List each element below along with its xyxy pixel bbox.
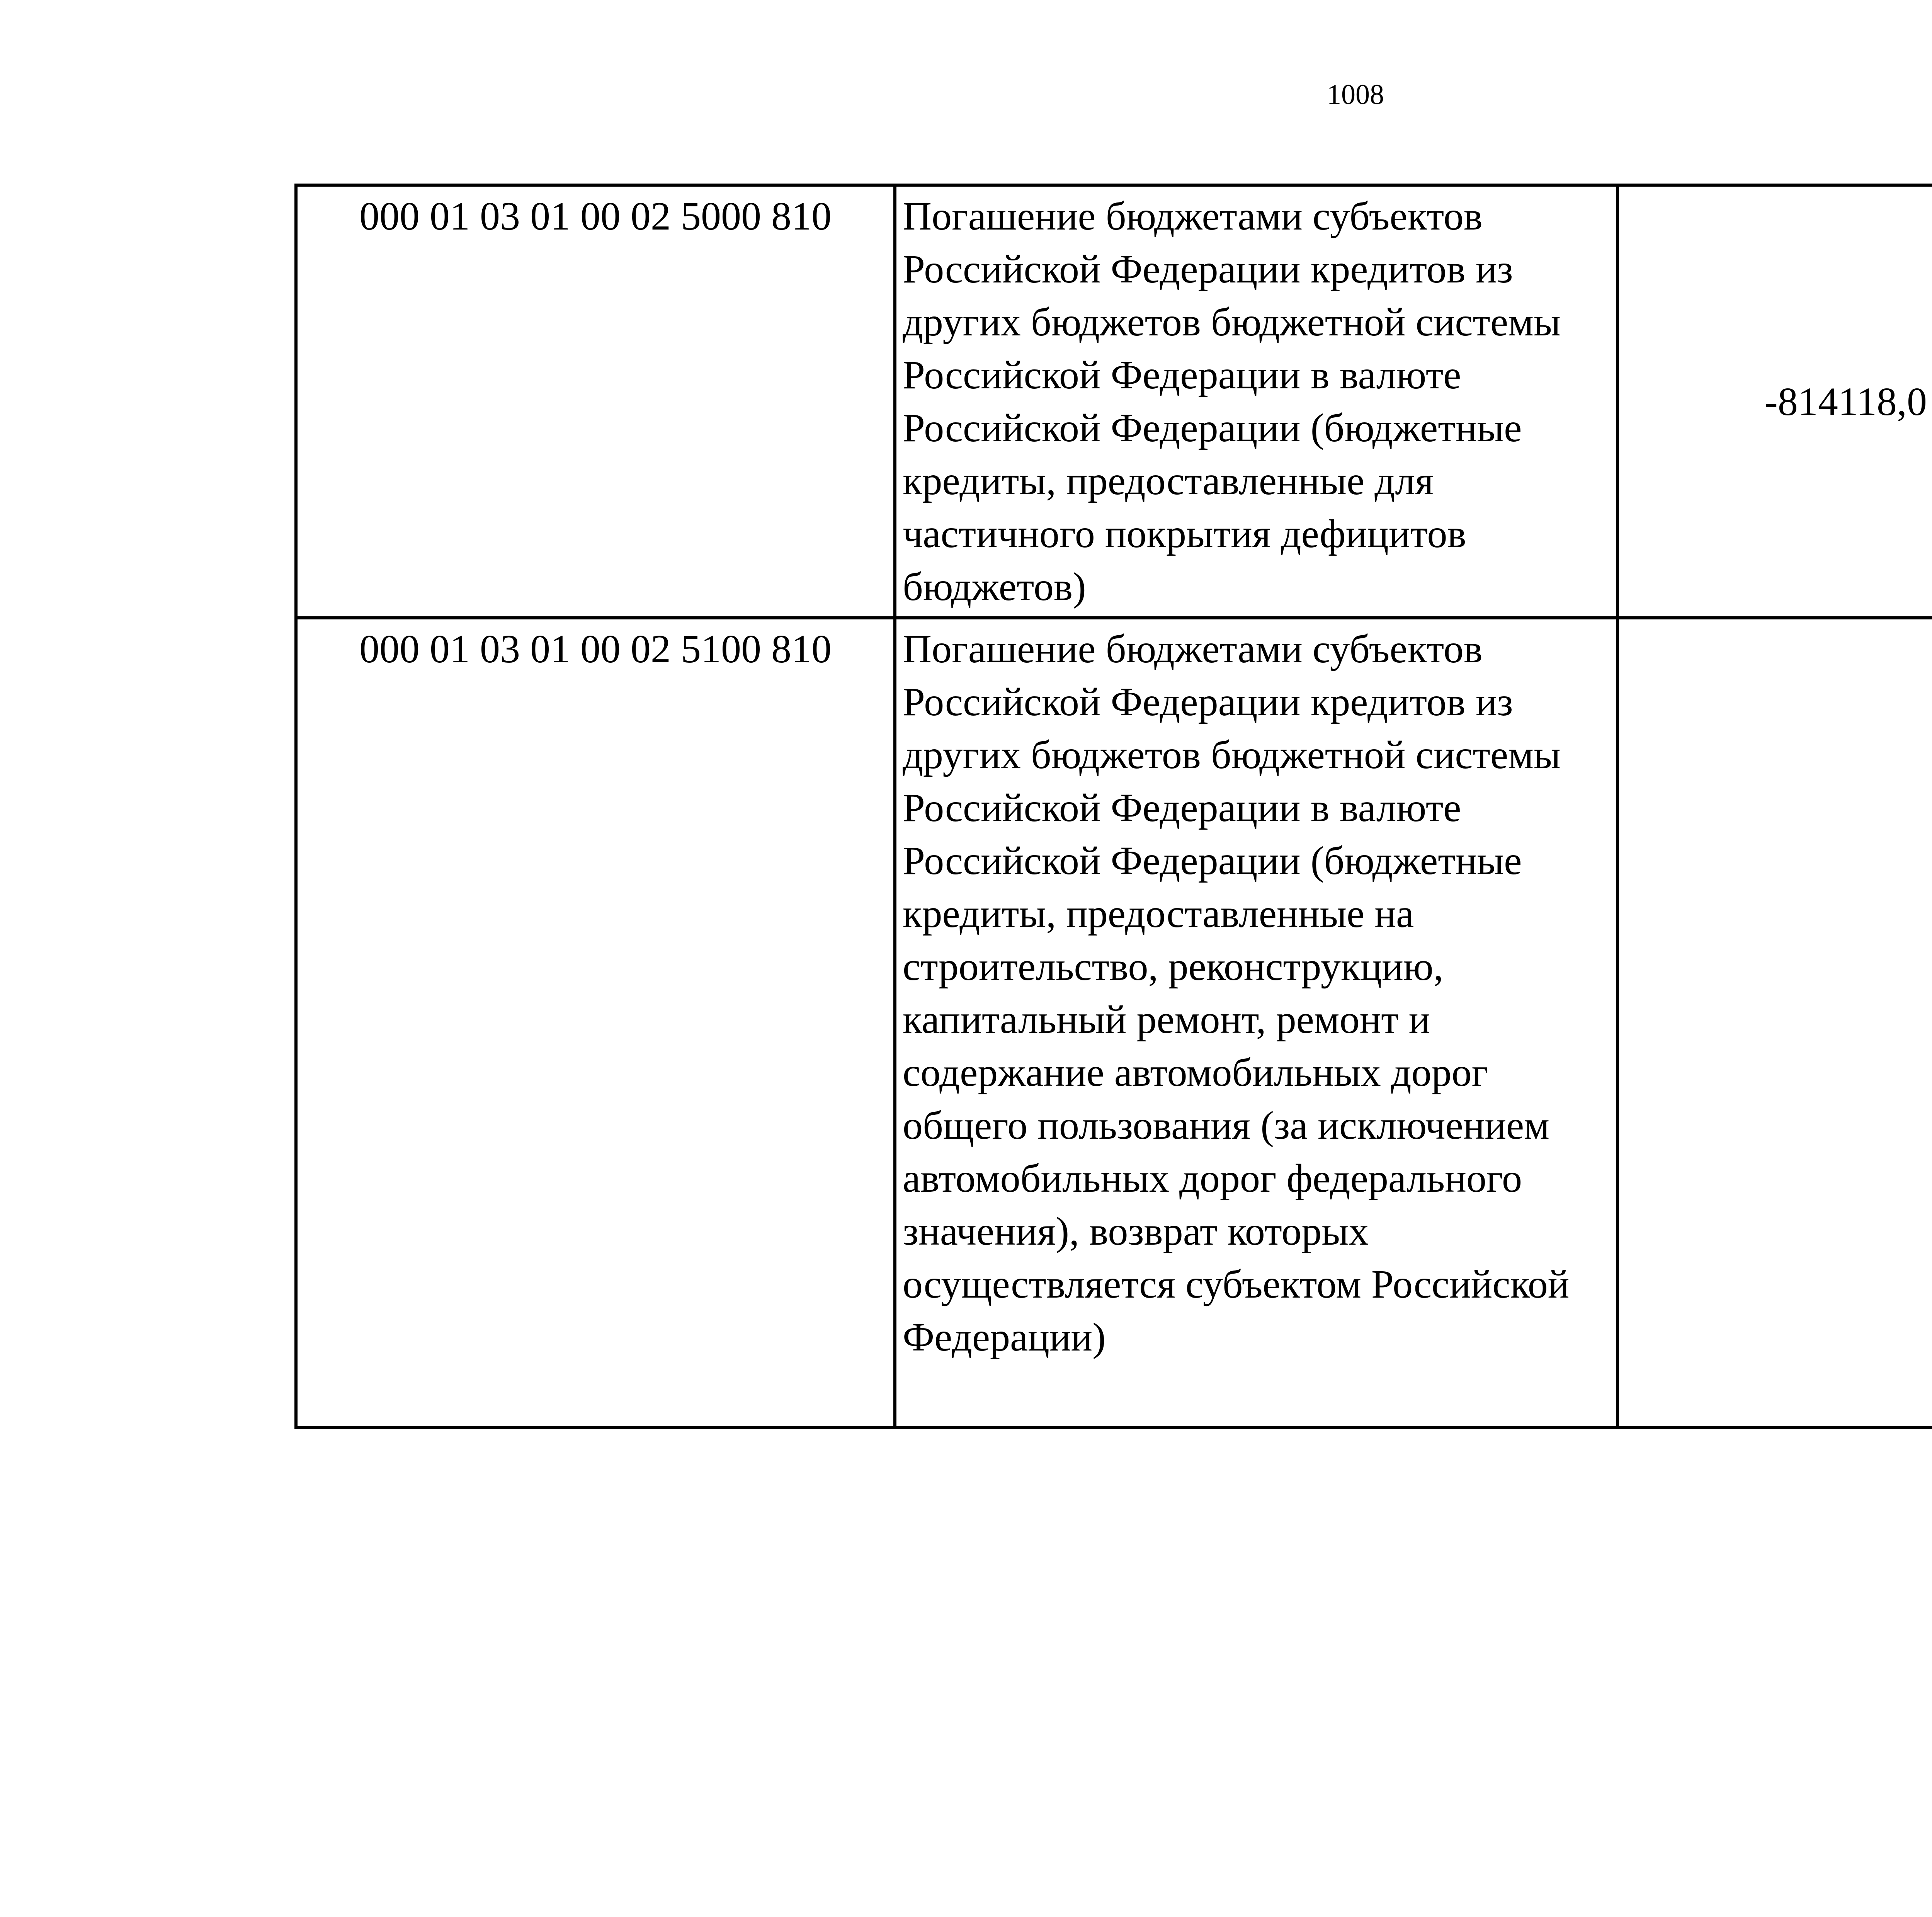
budget-table <box>294 184 1932 1429</box>
description-cell: Погашение бюджетами субъектов Российской Федерации кредитов из других бюджетов бюджетной системы Российской Федерации в валюте Российской Федерации (бюджетные кредиты, предоставленные для частичного покрытия дефицитов бюджетов) <box>895 185 1617 618</box>
page-number: 1008 <box>1327 79 1384 111</box>
budget-code-cell: 000 01 03 01 00 02 5000 810 <box>296 185 895 618</box>
budget-code-cell: 000 01 03 01 00 02 5100 810 <box>296 618 895 1427</box>
amount-cell-1: -814118,0 <box>1617 185 1932 618</box>
description-cell: Погашение бюджетами субъектов Российской Федерации кредитов из других бюджетов бюджетной системы Российской Федерации в валюте Российской Федерации (бюджетные кредиты, предоставленные на строительство, реконструкцию, капитальный ремонт, ремонт и содержание автомобильных дорог общего пользования (за исключением автомобильных дорог федерального значения), возврат которых осуществляется субъектом Российской Федерации) <box>895 618 1617 1427</box>
table-row <box>296 185 1932 618</box>
table-row <box>296 618 1932 1427</box>
amount-cell-1 <box>1617 618 1932 1427</box>
